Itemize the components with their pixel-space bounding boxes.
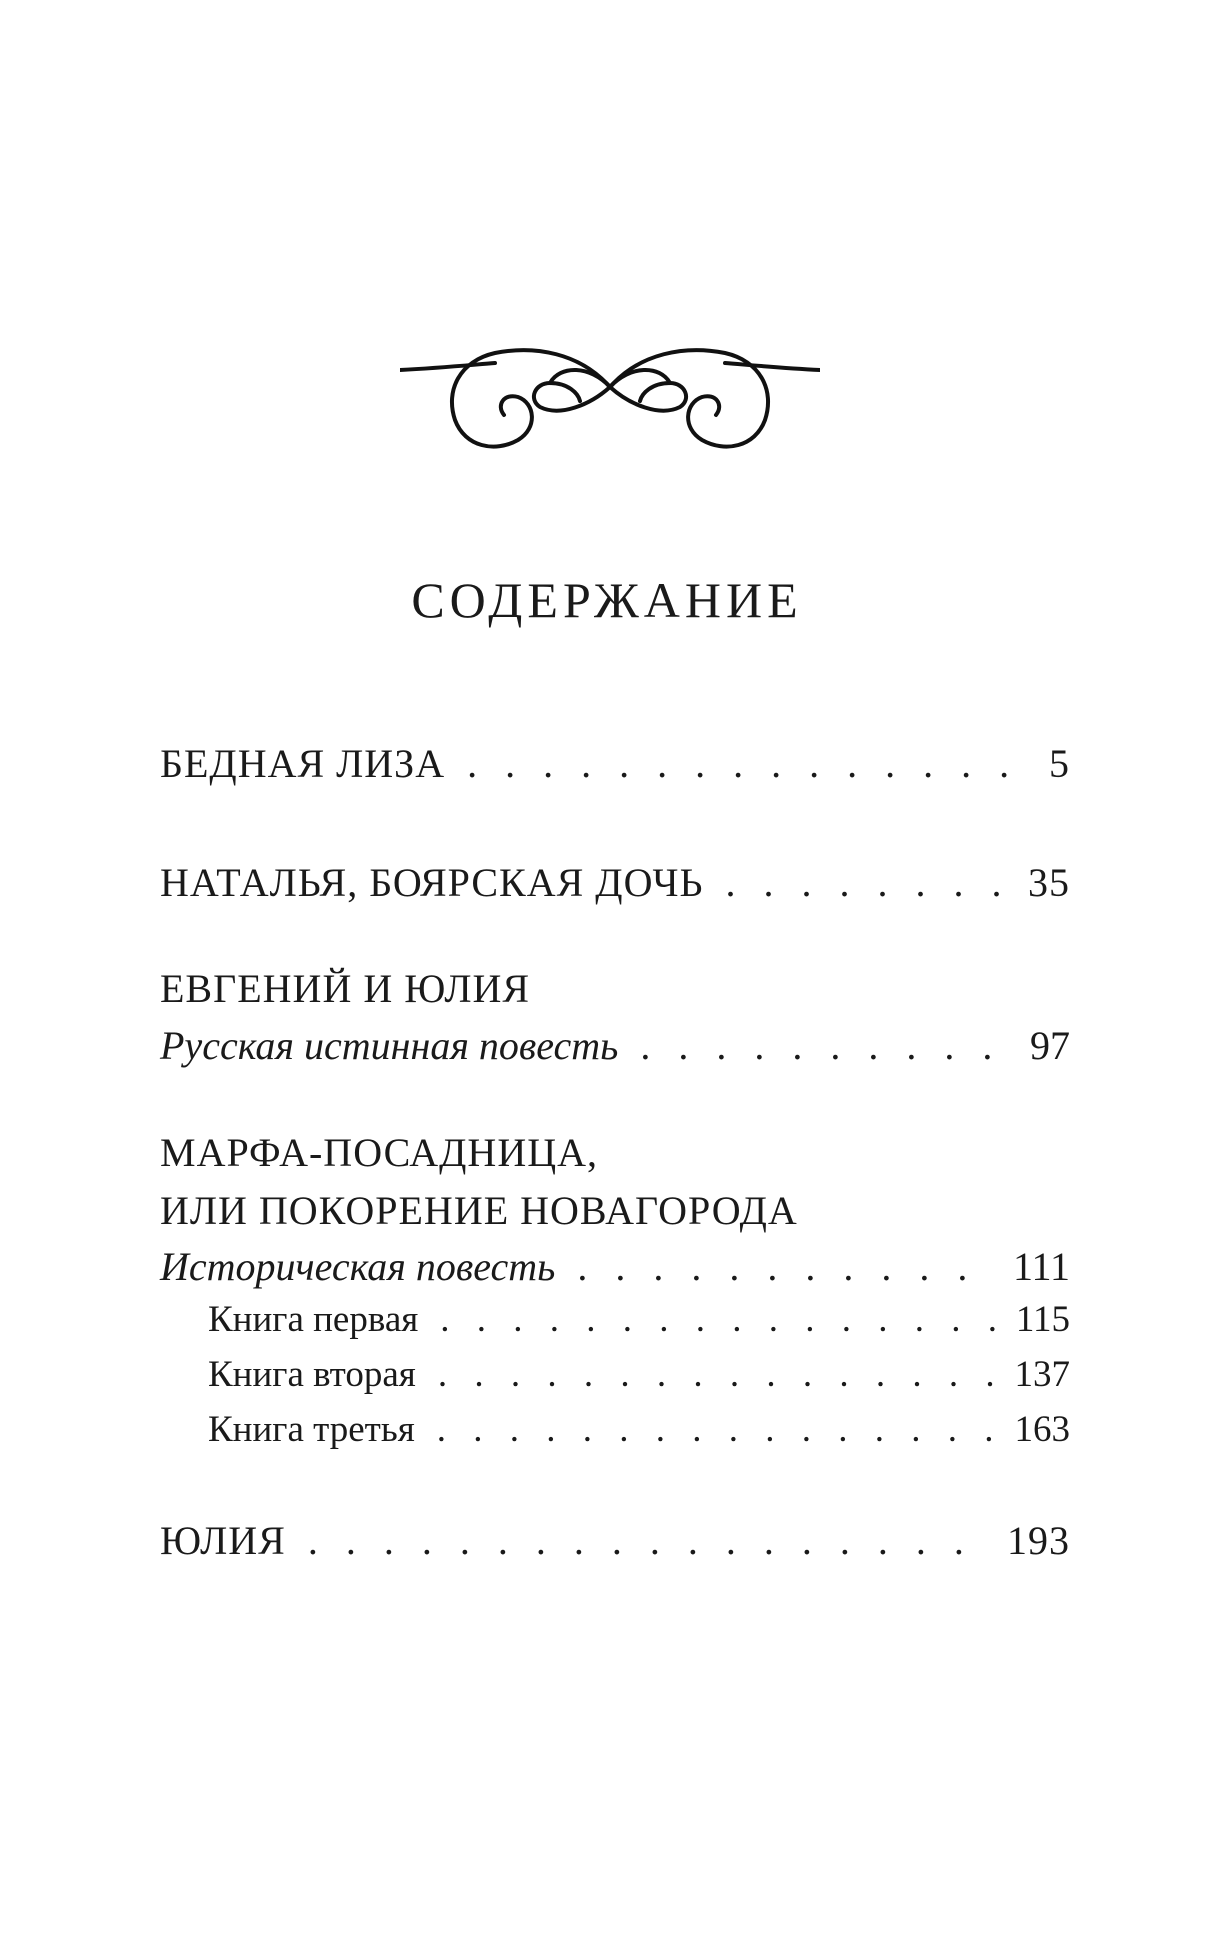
toc-subentry[interactable] xyxy=(208,1355,1070,1396)
toc-subentry[interactable] xyxy=(208,1410,1070,1451)
decorative-flourish-icon xyxy=(400,335,820,460)
toc-subentry[interactable] xyxy=(208,1300,1070,1341)
toc-entry[interactable] xyxy=(160,1245,1070,1289)
toc-entry-subtitle: Русская истинная повесть xyxy=(160,1023,619,1068)
toc-subentry-page: 163 xyxy=(1014,1409,1070,1450)
toc-subentry-title: Книга вторая xyxy=(208,1354,416,1395)
toc-entry[interactable] xyxy=(160,861,1070,905)
dot-leader xyxy=(440,1300,998,1341)
dot-leader xyxy=(438,1355,997,1396)
toc-subentry-page: 137 xyxy=(1014,1354,1070,1395)
toc-entry-title: БЕДНАЯ ЛИЗА xyxy=(160,741,446,786)
dot-leader xyxy=(437,1410,997,1451)
toc-subentry-page: 115 xyxy=(1015,1299,1070,1340)
toc-entry[interactable] xyxy=(160,1519,1070,1563)
toc-entry-page: 35 xyxy=(1028,860,1070,905)
toc-entry[interactable] xyxy=(160,742,1070,786)
toc-entry-title[interactable]: ЕВГЕНИЙ И ЮЛИЯ xyxy=(160,966,531,1011)
dot-leader xyxy=(725,861,1010,905)
toc-entry-title: ЮЛИЯ xyxy=(160,1518,286,1563)
toc-entry-title: НАТАЛЬЯ, БОЯРСКАЯ ДОЧЬ xyxy=(160,860,704,905)
dot-leader xyxy=(467,742,1031,786)
toc-entry-page: 97 xyxy=(1030,1023,1070,1068)
toc-entry-page: 5 xyxy=(1049,741,1070,786)
toc-entry-page: 193 xyxy=(1007,1518,1070,1563)
toc-entry-title[interactable]: МАРФА-ПОСАДНИЦА, xyxy=(160,1130,598,1175)
toc-heading: СОДЕРЖАНИЕ xyxy=(411,572,803,628)
dot-leader xyxy=(577,1245,995,1289)
toc-entry-subtitle: Историческая повесть xyxy=(160,1244,556,1289)
toc-entry-title[interactable]: ИЛИ ПОКОРЕНИЕ НОВАГОРОДА xyxy=(160,1188,798,1233)
toc-subentry-title: Книга третья xyxy=(208,1409,415,1450)
toc-subentry-title: Книга первая xyxy=(208,1299,419,1340)
toc-entry[interactable] xyxy=(160,1024,1070,1068)
toc-entry-page: 111 xyxy=(1012,1244,1070,1289)
dot-leader xyxy=(640,1024,1012,1068)
dot-leader xyxy=(308,1519,989,1563)
